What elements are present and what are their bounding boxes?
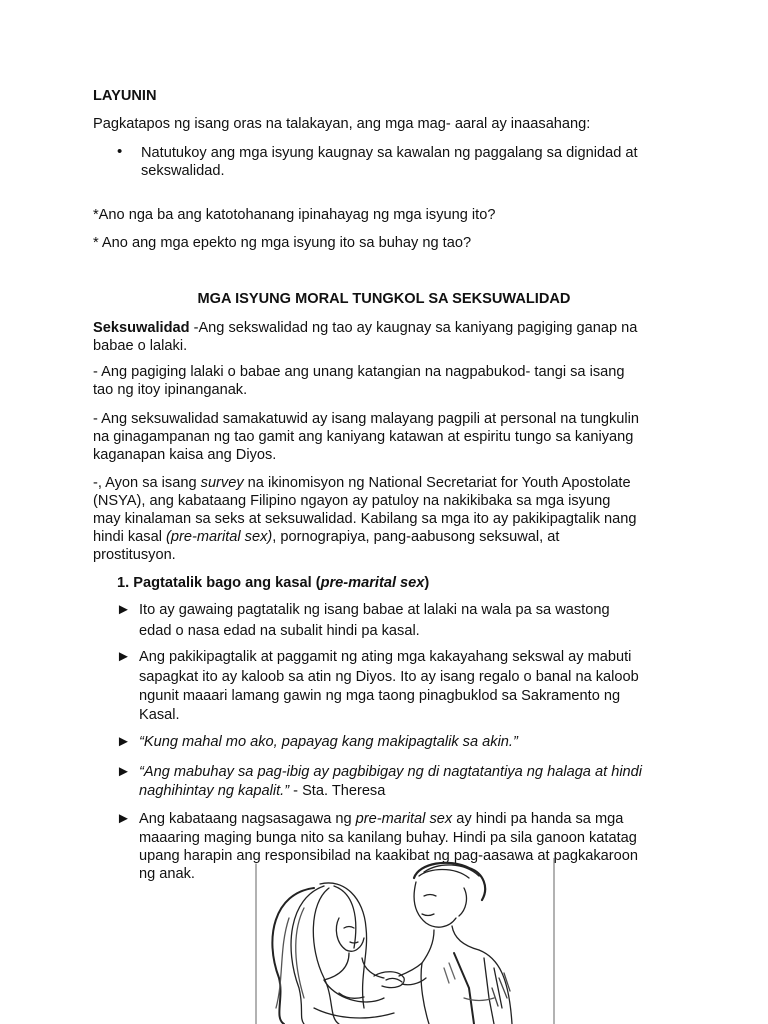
p4-italic-survey: survey bbox=[200, 475, 244, 491]
paragraph-3-line-1: - Ang seksuwalidad samakatuwid ay isang malayang pagpili at personal na tungkulin bbox=[93, 411, 639, 427]
paragraph-4-line-5: prostitusyon. bbox=[93, 547, 176, 563]
item-3-line-1 bbox=[139, 733, 518, 751]
item-2-line-4: Kasal. bbox=[139, 707, 180, 723]
question-1: *Ano nga ba ang katotohanang ipinahayag ng mga isyung ito? bbox=[93, 207, 496, 223]
paragraph-2-line-1: - Ang pagiging lalaki o babae ang unang katangian na nagpabukod- tangi sa isang bbox=[93, 364, 625, 380]
item-5-line-3: upang harapin ang responsibilad na kaakibat ng pag-aasawa at pagkakaroon bbox=[139, 848, 638, 864]
couple-sketch-illustration bbox=[254, 858, 560, 1024]
paragraph-1-line-1 bbox=[93, 319, 637, 337]
item-5-text-a: Ang kabataang nagsasagawa ng bbox=[139, 811, 356, 827]
paragraph-2-line-2: tao ng itoy ipinanganak. bbox=[93, 382, 248, 398]
item-4-quote-l2: naghihintay ng kapalit.” bbox=[139, 783, 290, 799]
item-3-quote: “Kung mahal mo ako, papayag kang makipagtalik sa akin.” bbox=[139, 734, 518, 750]
item-5-line-1 bbox=[139, 810, 623, 828]
paragraph-3-line-3: kaganapan kaisa ang Diyos. bbox=[93, 447, 277, 463]
item-2-line-2: sapagkat ito ay kaloob sa atin ng Diyos. Ito ay isang regalo o banal na kaloob bbox=[139, 669, 639, 685]
item-4-line-2 bbox=[139, 782, 385, 800]
item-5-line-2: maaaring maging bunga nito sa kanilang buhay. Hindi pa sila ganoon katatag bbox=[139, 830, 637, 846]
subheading-text-a: 1. Pagtatalik bago ang kasal ( bbox=[117, 575, 321, 591]
paragraph-4-line-3: may kinalaman sa seks at seksuwalidad. Kabilang sa mga ito ay pakikipagtalik nang bbox=[93, 511, 637, 527]
paragraph-1-line-2: babae o lalaki. bbox=[93, 338, 188, 354]
term-seksuwalidad: Seksuwalidad bbox=[93, 320, 190, 336]
paragraph-4-line-2: (NSYA), ang kabataang Filipino ngayon ay patuloy na nakikibaka sa mga isyung bbox=[93, 493, 611, 509]
p4-text-a: -, Ayon sa isang bbox=[93, 475, 201, 491]
p4-l4-text-a: hindi kasal bbox=[93, 529, 167, 545]
paragraph-4-line-1 bbox=[93, 474, 631, 492]
item-2-line-3: ngunit maaari lamang gawin ng mga taong pinagbuklod sa Sakramento ng bbox=[139, 688, 621, 704]
item-5-italic: pre-marital sex bbox=[355, 811, 453, 827]
item-2-line-1: Ang pakikipagtalik at paggamit ng ating mga kakayahang sekswal ay mabuti bbox=[139, 649, 632, 665]
item-4-quote-l1: “Ang mabuhay sa pag-ibig ay pagbibigay ng di nagtatantiya ng halaga at hindi bbox=[139, 764, 643, 780]
item-1-line-2: edad o nasa edad na subalit hindi pa kasal. bbox=[139, 623, 420, 639]
intro-text: Pagkatapos ng isang oras na talakayan, ang mga mag- aaral ay inaasahang: bbox=[93, 116, 591, 132]
item-5-line-4: ng anak. bbox=[139, 866, 195, 882]
subheading-italic: pre-marital sex bbox=[320, 575, 425, 591]
subheading-text-c: ) bbox=[424, 575, 430, 591]
p4-l4-text-c: , pornograpiya, pang-aabusong seksuwal, at bbox=[272, 529, 560, 545]
item-1-line-1: Ito ay gawaing pagtatalik ng isang babae at lalaki na wala pa sa wastong bbox=[139, 602, 610, 618]
paragraph-4-line-4 bbox=[93, 528, 559, 546]
section-title: MGA ISYUNG MORAL TUNGKOL SA SEKSUWALIDAD bbox=[197, 291, 571, 307]
question-2: * Ano ang mga epekto ng mga isyung ito sa buhay ng tao? bbox=[93, 235, 472, 251]
arrow-bullet-icon: ► bbox=[116, 601, 131, 618]
objective-line-2: sekswalidad. bbox=[141, 163, 225, 179]
subheading-premarital bbox=[117, 574, 429, 592]
arrow-bullet-icon: ► bbox=[116, 733, 131, 750]
arrow-bullet-icon: ► bbox=[116, 763, 131, 780]
objective-line-1: Natutukoy ang mga isyung kaugnay sa kawalan ng paggalang sa dignidad at bbox=[141, 145, 638, 161]
objectives-heading: LAYUNIN bbox=[93, 88, 157, 104]
arrow-bullet-icon: ► bbox=[116, 810, 131, 827]
arrow-bullet-icon: ► bbox=[116, 648, 131, 665]
item-5-text-c: ay hindi pa handa sa mga bbox=[452, 811, 624, 827]
p4-l4-italic: (pre-marital sex) bbox=[166, 529, 273, 545]
paragraph-1-text: -Ang sekswalidad ng tao ay kaugnay sa kaniyang pagiging ganap na bbox=[189, 320, 638, 336]
item-4-line-1 bbox=[139, 763, 642, 781]
item-4-attribution: - Sta. Theresa bbox=[289, 783, 386, 799]
paragraph-3-line-2: na ginagampanan ng tao gamit ang kaniyang katawan at espiritu tungo sa kaniyang bbox=[93, 429, 634, 445]
p4-text-c: na ikinomisyon ng National Secretariat for Youth Apostolate bbox=[243, 475, 631, 491]
bullet-dot-icon: • bbox=[117, 143, 123, 160]
